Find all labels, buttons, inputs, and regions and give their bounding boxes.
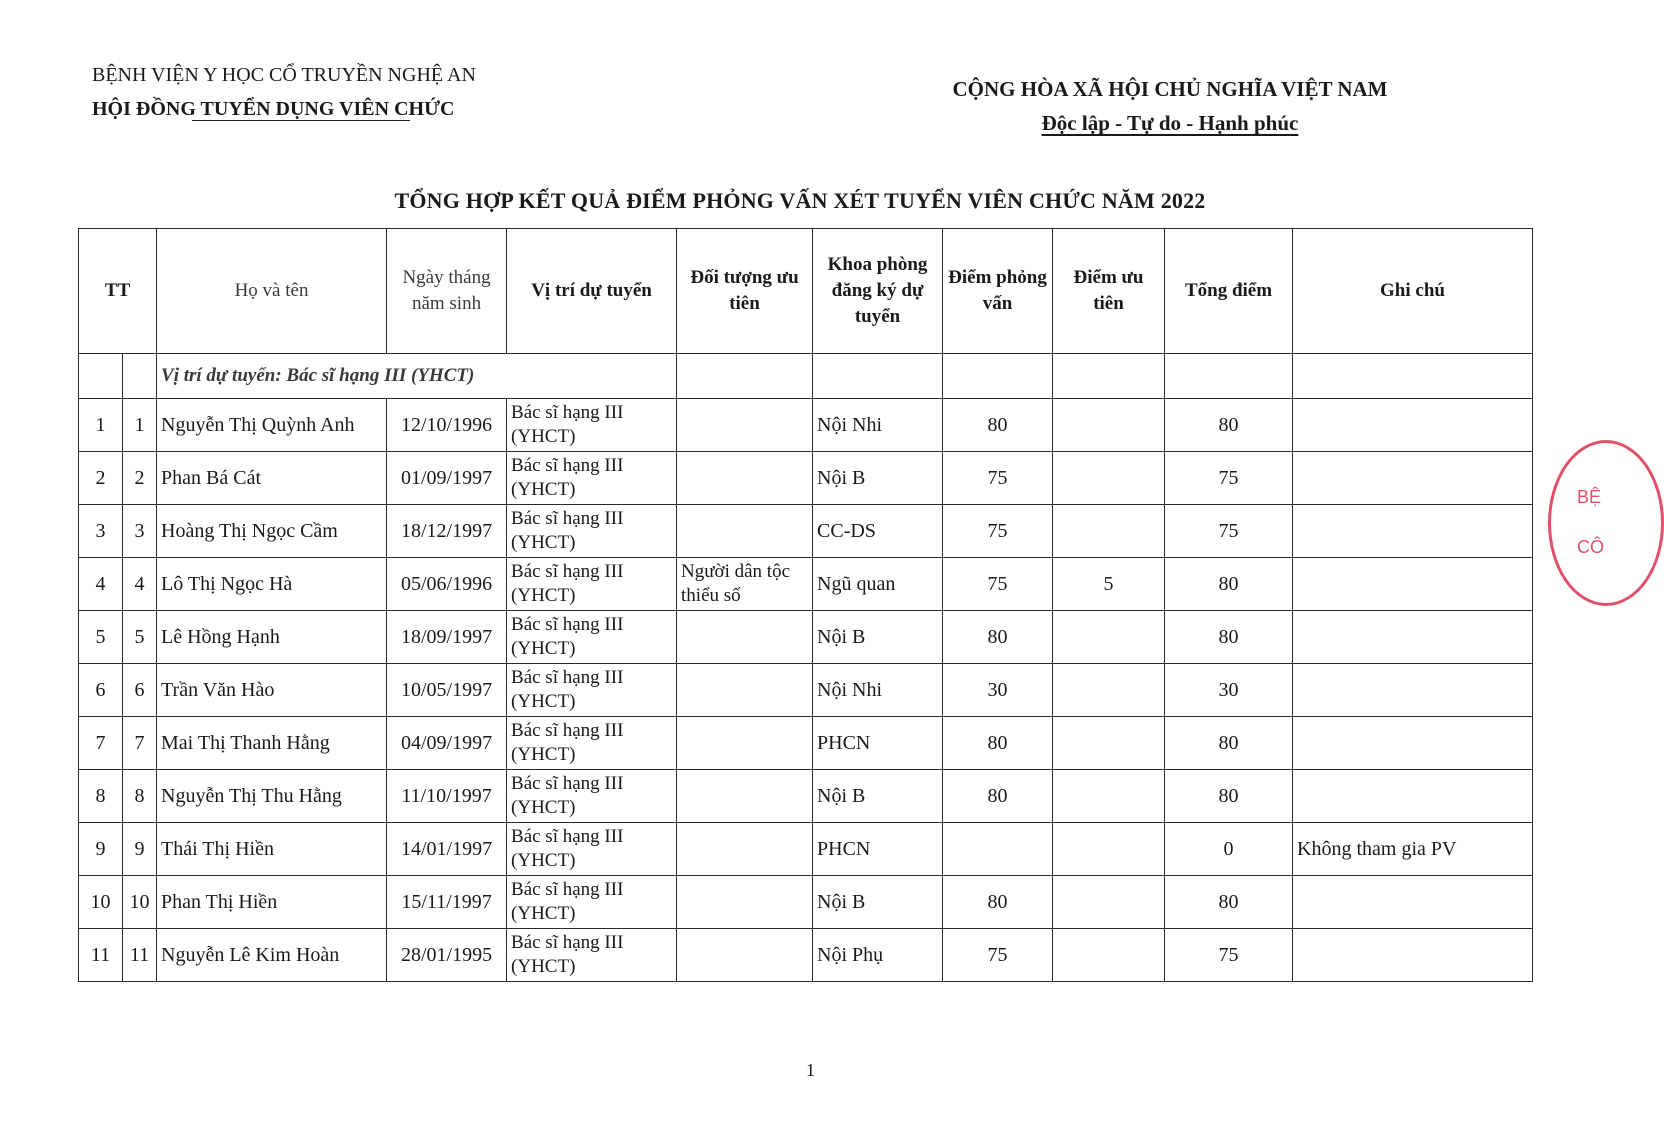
cell-name: Nguyễn Thị Thu Hằng <box>157 770 387 823</box>
cell-dob: 11/10/1997 <box>387 770 507 823</box>
cell-tt: 4 <box>79 558 123 611</box>
cell-name: Nguyễn Thị Quỳnh Anh <box>157 399 387 452</box>
cell-position: Bác sĩ hạng III (YHCT) <box>507 876 677 929</box>
cell-priority-group <box>677 611 813 664</box>
cell-priority-group <box>677 823 813 876</box>
cell-stt: 5 <box>123 611 157 664</box>
cell-position: Bác sĩ hạng III (YHCT) <box>507 929 677 982</box>
cell-total: 80 <box>1165 876 1293 929</box>
section-label: Vị trí dự tuyển: Bác sĩ hạng III (YHCT) <box>157 354 677 399</box>
cell-total: 80 <box>1165 717 1293 770</box>
col-header-total: Tổng điểm <box>1165 229 1293 354</box>
cell-tt: 2 <box>79 452 123 505</box>
section-row <box>79 354 1533 399</box>
cell-dob: 18/12/1997 <box>387 505 507 558</box>
cell-name: Thái Thị Hiền <box>157 823 387 876</box>
col-header-department: Khoa phòng đăng ký dự tuyển <box>813 229 943 354</box>
cell-department: Ngũ quan <box>813 558 943 611</box>
cell-priority-score <box>1053 399 1165 452</box>
cell-stt: 2 <box>123 452 157 505</box>
cell-dob: 01/09/1997 <box>387 452 507 505</box>
nation-name: CỘNG HÒA XÃ HỘI CHỦ NGHĨA VIỆT NAM <box>952 77 1388 101</box>
hospital-name: BỆNH VIỆN Y HỌC CỔ TRUYỀN NGHỆ AN <box>92 64 476 86</box>
cell-tt: 7 <box>79 717 123 770</box>
cell-tt: 11 <box>79 929 123 982</box>
table-row <box>79 770 1533 823</box>
cell-priority-score <box>1053 717 1165 770</box>
cell-tt: 1 <box>79 399 123 452</box>
cell-name: Mai Thị Thanh Hằng <box>157 717 387 770</box>
cell-stt: 1 <box>123 399 157 452</box>
cell-stt: 11 <box>123 929 157 982</box>
cell-name: Phan Thị Hiền <box>157 876 387 929</box>
table-row <box>79 929 1533 982</box>
header-underline <box>192 120 410 121</box>
cell-department: Nội B <box>813 611 943 664</box>
col-header-priority-score: Điểm ưu tiên <box>1053 229 1165 354</box>
cell-department: PHCN <box>813 823 943 876</box>
cell-stt: 6 <box>123 664 157 717</box>
table-row <box>79 399 1533 452</box>
col-header-priority-group: Đối tượng ưu tiên <box>677 229 813 354</box>
cell-total: 0 <box>1165 823 1293 876</box>
cell-interview-score: 80 <box>943 770 1053 823</box>
cell-priority-group <box>677 452 813 505</box>
cell-priority-score <box>1053 876 1165 929</box>
cell-total: 80 <box>1165 399 1293 452</box>
col-header-interview-score: Điểm phỏng vấn <box>943 229 1053 354</box>
col-header-note: Ghi chú <box>1293 229 1533 354</box>
cell-note <box>1293 876 1533 929</box>
cell-name: Phan Bá Cát <box>157 452 387 505</box>
cell-note <box>1293 770 1533 823</box>
seal-text-top: BỆ <box>1577 487 1602 507</box>
table-row <box>79 664 1533 717</box>
cell-dob: 18/09/1997 <box>387 611 507 664</box>
cell-position: Bác sĩ hạng III (YHCT) <box>507 399 677 452</box>
cell-note <box>1293 717 1533 770</box>
cell-total: 75 <box>1165 505 1293 558</box>
cell-tt: 9 <box>79 823 123 876</box>
cell-position: Bác sĩ hạng III (YHCT) <box>507 611 677 664</box>
page-number: 1 <box>806 1060 815 1080</box>
col-header-position: Vị trí dự tuyển <box>507 229 677 354</box>
cell-stt: 9 <box>123 823 157 876</box>
cell-position: Bác sĩ hạng III (YHCT) <box>507 452 677 505</box>
cell-stt: 3 <box>123 505 157 558</box>
cell-priority-score <box>1053 505 1165 558</box>
cell-interview-score: 80 <box>943 876 1053 929</box>
cell-priority-group: Người dân tộc thiểu số <box>677 558 813 611</box>
cell-priority-score <box>1053 770 1165 823</box>
cell-priority-group <box>677 876 813 929</box>
cell-department: Nội B <box>813 452 943 505</box>
cell-stt: 8 <box>123 770 157 823</box>
cell-tt: 8 <box>79 770 123 823</box>
header-row <box>79 229 1533 354</box>
cell-position: Bác sĩ hạng III (YHCT) <box>507 505 677 558</box>
national-header <box>918 72 1422 140</box>
cell-interview-score: 75 <box>943 929 1053 982</box>
cell-stt: 4 <box>123 558 157 611</box>
table-row <box>79 558 1533 611</box>
cell-stt: 10 <box>123 876 157 929</box>
cell-note <box>1293 929 1533 982</box>
cell-note: Không tham gia PV <box>1293 823 1533 876</box>
cell-dob: 04/09/1997 <box>387 717 507 770</box>
cell-note <box>1293 505 1533 558</box>
cell-note <box>1293 611 1533 664</box>
document-title: TỔNG HỢP KẾT QUẢ ĐIỂM PHỎNG VẤN XÉT TUYỂN VIÊN CHỨC NĂM 2022 <box>394 188 1206 213</box>
cell-position: Bác sĩ hạng III (YHCT) <box>507 717 677 770</box>
cell-note <box>1293 664 1533 717</box>
cell-department: CC-DS <box>813 505 943 558</box>
cell-note <box>1293 452 1533 505</box>
table-row <box>79 876 1533 929</box>
cell-priority-score: 5 <box>1053 558 1165 611</box>
cell-name: Lô Thị Ngọc Hà <box>157 558 387 611</box>
cell-total: 30 <box>1165 664 1293 717</box>
table-row <box>79 452 1533 505</box>
cell-position: Bác sĩ hạng III (YHCT) <box>507 770 677 823</box>
cell-name: Lê Hồng Hạnh <box>157 611 387 664</box>
cell-dob: 28/01/1995 <box>387 929 507 982</box>
cell-priority-score <box>1053 823 1165 876</box>
cell-priority-score <box>1053 664 1165 717</box>
cell-position: Bác sĩ hạng III (YHCT) <box>507 823 677 876</box>
results-table <box>78 228 1533 982</box>
cell-total: 80 <box>1165 611 1293 664</box>
cell-dob: 05/06/1996 <box>387 558 507 611</box>
cell-stt: 7 <box>123 717 157 770</box>
cell-department: Nội Nhi <box>813 399 943 452</box>
cell-position: Bác sĩ hạng III (YHCT) <box>507 558 677 611</box>
cell-department: Nội B <box>813 876 943 929</box>
table-row <box>79 717 1533 770</box>
col-header-dob: Ngày tháng năm sinh <box>387 229 507 354</box>
cell-total: 80 <box>1165 770 1293 823</box>
cell-dob: 14/01/1997 <box>387 823 507 876</box>
seal-text-bottom: CÔ <box>1577 537 1604 557</box>
national-motto: Độc lập - Tự do - Hạnh phúc <box>1041 111 1299 135</box>
cell-interview-score: 75 <box>943 558 1053 611</box>
cell-dob: 10/05/1997 <box>387 664 507 717</box>
cell-name: Nguyễn Lê Kim Hoàn <box>157 929 387 982</box>
cell-priority-group <box>677 505 813 558</box>
col-header-tt: TT <box>79 229 157 354</box>
cell-position: Bác sĩ hạng III (YHCT) <box>507 664 677 717</box>
organization-header <box>92 58 476 126</box>
cell-note <box>1293 558 1533 611</box>
council-name: HỘI ĐỒNG TUYỂN DỤNG VIÊN CHỨC <box>92 98 455 120</box>
cell-dob: 15/11/1997 <box>387 876 507 929</box>
cell-interview-score: 80 <box>943 717 1053 770</box>
cell-department: Nội Phụ <box>813 929 943 982</box>
cell-department: Nội B <box>813 770 943 823</box>
cell-priority-group <box>677 717 813 770</box>
cell-priority-group <box>677 770 813 823</box>
table-row <box>79 823 1533 876</box>
cell-note <box>1293 399 1533 452</box>
cell-interview-score: 75 <box>943 452 1053 505</box>
cell-priority-group <box>677 929 813 982</box>
cell-tt: 3 <box>79 505 123 558</box>
cell-tt: 5 <box>79 611 123 664</box>
cell-priority-score <box>1053 452 1165 505</box>
table-row <box>79 611 1533 664</box>
cell-total: 80 <box>1165 558 1293 611</box>
col-header-name: Họ và tên <box>157 229 387 354</box>
cell-name: Hoàng Thị Ngọc Cầm <box>157 505 387 558</box>
cell-interview-score: 30 <box>943 664 1053 717</box>
cell-interview-score <box>943 823 1053 876</box>
cell-priority-group <box>677 399 813 452</box>
cell-name: Trần Văn Hào <box>157 664 387 717</box>
cell-department: PHCN <box>813 717 943 770</box>
cell-interview-score: 80 <box>943 611 1053 664</box>
cell-priority-score <box>1053 611 1165 664</box>
cell-total: 75 <box>1165 452 1293 505</box>
cell-priority-group <box>677 664 813 717</box>
cell-interview-score: 80 <box>943 399 1053 452</box>
cell-department: Nội Nhi <box>813 664 943 717</box>
cell-interview-score: 75 <box>943 505 1053 558</box>
cell-tt: 10 <box>79 876 123 929</box>
cell-tt: 6 <box>79 664 123 717</box>
cell-dob: 12/10/1996 <box>387 399 507 452</box>
official-seal <box>1548 440 1664 606</box>
cell-priority-score <box>1053 929 1165 982</box>
table-row <box>79 505 1533 558</box>
cell-total: 75 <box>1165 929 1293 982</box>
